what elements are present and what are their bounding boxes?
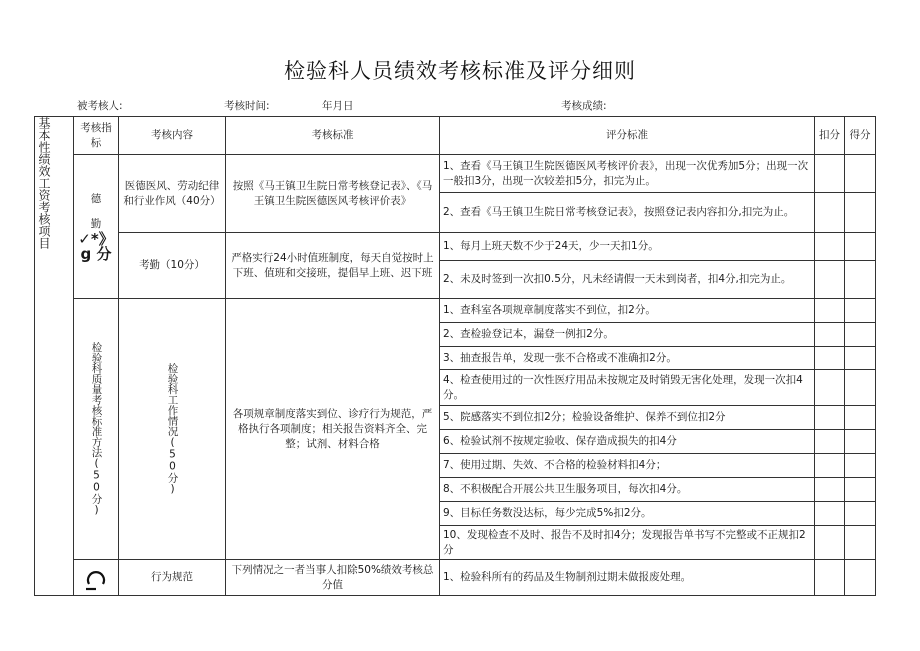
assessment-table: [34, 116, 876, 596]
indicator-quality: 检验科质量考核标准方法(50分): [74, 299, 119, 560]
deduct-cell: [815, 323, 845, 347]
page-title: 检验科人员绩效考核标准及评分细则: [284, 59, 636, 83]
loop-arrow-icon: [83, 565, 109, 591]
score-cell: [845, 454, 876, 478]
deduct-cell: [815, 502, 845, 526]
criteria-cell: 1、查科室各项规章制度落实不到位，扣2分。: [440, 299, 815, 323]
score-cell: [845, 430, 876, 454]
deduct-cell: [815, 406, 845, 430]
header-standard: 考核标准: [226, 117, 440, 155]
indicator-de-qin: 德 勤 ✓*》 g 分: [74, 155, 119, 299]
header-indicator: 考核指标: [74, 117, 119, 155]
score-cell: [845, 370, 876, 406]
content-cell: 行为规范: [119, 560, 226, 596]
score-cell: [845, 155, 876, 193]
examinee-label: 被考核人:: [77, 100, 123, 112]
criteria-cell: 10、发现检查不及时、报告不及时扣4分；发现报告单书写不完整或不正规扣2分: [440, 526, 815, 560]
score-cell: [845, 526, 876, 560]
score-cell: [845, 406, 876, 430]
score-cell: [845, 233, 876, 261]
criteria-cell: 1、查看《马王镇卫生院医德医风考核评价表》，出现一次优秀加5分；出现一次一般扣3分，出现一次较差扣5分，扣完为止。: [440, 155, 815, 193]
score-cell: [845, 347, 876, 370]
standard-cell: 各项规章制度落实到位、诊疗行为规范，严格执行各项制度；相关报告资料齐全、完整；试剂、材料合格: [226, 299, 440, 560]
table-row: [35, 560, 876, 596]
deduct-cell: [815, 233, 845, 261]
header-content: 考核内容: [119, 117, 226, 155]
deduct-cell: [815, 155, 845, 193]
criteria-cell: 5、院感落实不到位扣2分；检验设备维护、保养不到位扣2分: [440, 406, 815, 430]
criteria-cell: 2、查检验登记本，漏登一例扣2分。: [440, 323, 815, 347]
deduct-cell: [815, 370, 845, 406]
header-criteria: 评分标准: [440, 117, 815, 155]
table-row: [35, 233, 876, 261]
side-category-cell: [35, 117, 74, 596]
exam-date-label: 年月日: [322, 100, 354, 112]
exam-time-label: 考核时间:: [224, 100, 270, 112]
standard-cell: 下列情况之一者当事人扣除50%绩效考核总分值: [226, 560, 440, 596]
header-deduct: 扣分: [815, 117, 845, 155]
deduct-cell: [815, 478, 845, 502]
criteria-cell: 6、检验试剂不按规定验收、保存造成损失的扣4分: [440, 430, 815, 454]
criteria-cell: 7、使用过期、失效、不合格的检验材料扣4分；: [440, 454, 815, 478]
criteria-cell: 9、目标任务数没达标，每少完成5%扣2分。: [440, 502, 815, 526]
content-cell: 考勤（10分）: [119, 233, 226, 299]
score-cell: [845, 323, 876, 347]
standard-cell: 严格实行24小时值班制度，每天自觉按时上下班、值班和交接班，提倡早上班、迟下班: [226, 233, 440, 299]
score-cell: [845, 299, 876, 323]
deduct-cell: [815, 193, 845, 233]
score-cell: [845, 560, 876, 596]
criteria-cell: 3、抽查报告单，发现一张不合格或不准确扣2分。: [440, 347, 815, 370]
criteria-cell: 4、检查使用过的一次性医疗用品未按规定及时销毁无害化处理，发现一次扣4分。: [440, 370, 815, 406]
content-work-status: 检验科工作情况(50分): [119, 299, 226, 560]
deduct-cell: [815, 526, 845, 560]
deduct-cell: [815, 454, 845, 478]
exam-score-label: 考核成绩:: [561, 100, 607, 112]
criteria-cell: 2、查看《马王镇卫生院日常考核登记表》，按照登记表内容扣分,扣完为止。: [440, 193, 815, 233]
standard-cell: 按照《马王镇卫生院日常考核登记表》、《马王镇卫生院医德医风考核评价表》: [226, 155, 440, 233]
side-category-label: 基本性绩效工资考核项目: [37, 117, 51, 249]
criteria-cell: 2、未及时签到一次扣0.5分，凡未经请假一天未到岗者，扣4分,扣完为止。: [440, 261, 815, 299]
criteria-cell: 1、检验科所有的药品及生物制剂过期未做报废处理。: [440, 560, 815, 596]
criteria-cell: 8、不积极配合开展公共卫生服务项目，每次扣4分。: [440, 478, 815, 502]
content-cell: 医德医风、劳动纪律和行业作风（40分）: [119, 155, 226, 233]
score-cell: [845, 193, 876, 233]
indicator-behavior: [74, 560, 119, 596]
deduct-cell: [815, 560, 845, 596]
header-row: [35, 117, 876, 155]
deduct-cell: [815, 261, 845, 299]
score-cell: [845, 502, 876, 526]
deduct-cell: [815, 347, 845, 370]
deduct-cell: [815, 299, 845, 323]
score-cell: [845, 478, 876, 502]
table-row: [35, 155, 876, 193]
table-row: [35, 299, 876, 323]
deduct-cell: [815, 430, 845, 454]
criteria-cell: 1、每月上班天数不少于24天，少一天扣1分。: [440, 233, 815, 261]
score-cell: [845, 261, 876, 299]
header-score: 得分: [845, 117, 876, 155]
